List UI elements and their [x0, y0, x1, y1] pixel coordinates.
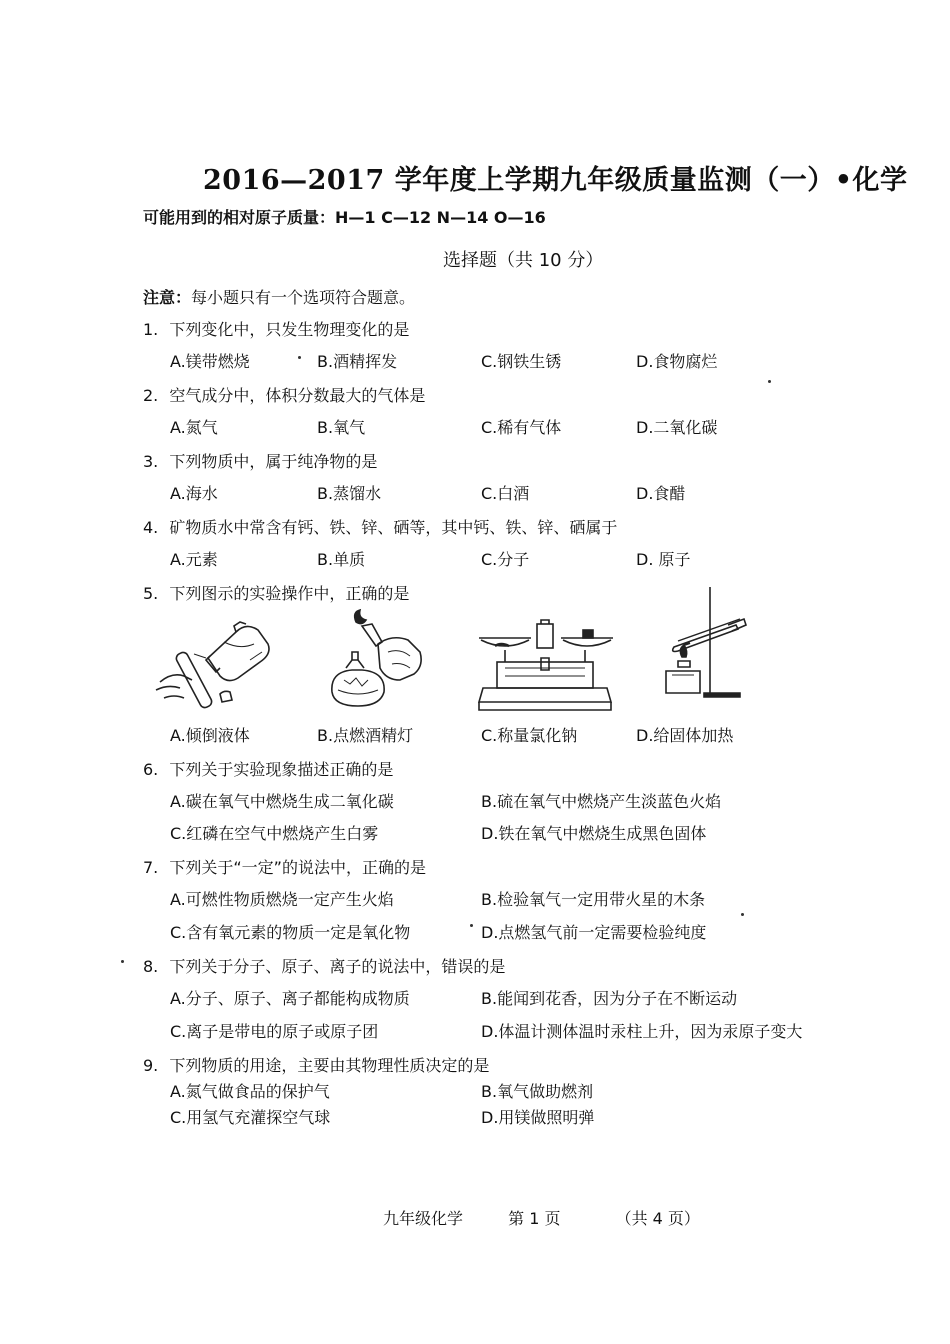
q8-option-d: D.体温计测体温时汞柱上升，因为汞原子变大: [481, 1022, 803, 1041]
question-text: 下列物质中，属于纯净物的是: [169, 452, 378, 471]
question-4: [143, 515, 617, 538]
page-title: 2016—2017 学年度上学期九年级质量监测（一）•化学: [203, 165, 908, 196]
balance-weighing-illustration: [475, 618, 615, 718]
q9-option-b: B.氧气做助燃剂: [481, 1082, 594, 1101]
q8-option-c: C.离子是带电的原子或原子团: [170, 1022, 379, 1041]
q6-option-b: B.硫在氧气中燃烧产生淡蓝色火焰: [481, 792, 722, 811]
question-text: 下列物质的用途，主要由其物理性质决定的是: [169, 1056, 490, 1075]
q6-option-d: D.铁在氧气中燃烧生成黑色固体: [481, 824, 707, 843]
question-number: 7.: [143, 858, 159, 877]
question-1: [143, 317, 409, 340]
question-text: 下列关于分子、原子、离子的说法中，错误的是: [169, 957, 506, 976]
q2-option-a: A.氮气: [170, 418, 218, 437]
question-text: 下列变化中，只发生物理变化的是: [169, 320, 410, 339]
scan-speck: [470, 924, 473, 927]
footer-subject: 九年级化学: [383, 1209, 464, 1228]
heating-solid-illustration: [648, 585, 748, 705]
question-number: 5.: [143, 584, 159, 603]
note-label: 注意：: [143, 288, 192, 307]
q2-option-c: C.稀有气体: [481, 418, 562, 437]
pouring-liquid-illustration: [150, 610, 280, 715]
scan-speck: [741, 913, 744, 916]
question-7: [143, 855, 426, 878]
question-number: 2.: [143, 386, 159, 405]
q7-option-c: C.含有氧元素的物质一定是氧化物: [170, 923, 411, 942]
q1-option-a: A.镁带燃烧: [170, 352, 250, 371]
note: [143, 285, 415, 308]
q9-option-d: D.用镁做照明弹: [481, 1108, 595, 1127]
q4-option-c: C.分子: [481, 550, 530, 569]
scan-speck: [768, 380, 771, 383]
q5-option-d: D.给固体加热: [636, 726, 734, 745]
question-9: [143, 1053, 489, 1076]
q4-option-a: A.元素: [170, 550, 218, 569]
q8-option-a: A.分子、原子、离子都能构成物质: [170, 989, 410, 1008]
section-title: 选择题（共 10 分）: [443, 250, 604, 271]
q3-option-a: A.海水: [170, 484, 218, 503]
question-number: 8.: [143, 957, 159, 976]
q4-option-b: B.单质: [317, 550, 366, 569]
question-number: 1.: [143, 320, 159, 339]
q1-option-c: C.钢铁生锈: [481, 352, 562, 371]
question-text: 空气成分中，体积分数最大的气体是: [169, 386, 426, 405]
question-text: 下列关于实验现象描述正确的是: [169, 760, 394, 779]
question-6: [143, 757, 393, 780]
question-8: [143, 954, 505, 977]
q7-option-b: B.检验氧气一定用带火星的木条: [481, 890, 706, 909]
question-text: 下列关于“一定”的说法中，正确的是: [169, 858, 426, 877]
question-text: 矿物质水中常含有钙、铁、锌、硒等，其中钙、铁、锌、硒属于: [169, 518, 618, 537]
q3-option-c: C.白酒: [481, 484, 530, 503]
q6-option-c: C.红磷在空气中燃烧产生白雾: [170, 824, 379, 843]
lighting-alcohol-lamp-illustration: [322, 608, 432, 718]
q1-option-b: B.酒精挥发: [317, 352, 398, 371]
q2-option-b: B.氧气: [317, 418, 366, 437]
footer-total: （共 4 页）: [615, 1209, 700, 1228]
question-number: 9.: [143, 1056, 159, 1075]
q9-option-a: A.氮气做食品的保护气: [170, 1082, 330, 1101]
q2-option-d: D.二氧化碳: [636, 418, 718, 437]
question-number: 6.: [143, 760, 159, 779]
question-number: 4.: [143, 518, 159, 537]
note-text: 每小题只有一个选项符合题意。: [191, 288, 416, 307]
question-5: [143, 581, 409, 604]
question-number: 3.: [143, 452, 159, 471]
question-2: [143, 383, 425, 406]
q6-option-a: A.碳在氧气中燃烧生成二氧化碳: [170, 792, 394, 811]
q8-option-b: B.能闻到花香，因为分子在不断运动: [481, 989, 738, 1008]
q3-option-b: B.蒸馏水: [317, 484, 382, 503]
q7-option-a: A.可燃性物质燃烧一定产生火焰: [170, 890, 394, 909]
footer-page: 第 1 页: [508, 1209, 561, 1228]
question-text: 下列图示的实验操作中，正确的是: [169, 584, 410, 603]
q5-option-b: B.点燃酒精灯: [317, 726, 414, 745]
scan-speck: [298, 356, 301, 359]
q7-option-d: D.点燃氢气前一定需要检验纯度: [481, 923, 707, 942]
q4-option-d: D. 原子: [636, 550, 691, 569]
question-3: [143, 449, 377, 472]
q1-option-d: D.食物腐烂: [636, 352, 718, 371]
q5-option-a: A.倾倒液体: [170, 726, 250, 745]
q5-option-c: C.称量氯化钠: [481, 726, 578, 745]
page-footer: [383, 1206, 700, 1229]
scan-speck: [121, 960, 124, 963]
q3-option-d: D.食醋: [636, 484, 686, 503]
q9-option-c: C.用氢气充灌探空气球: [170, 1108, 331, 1127]
atomic-masses: 可能用到的相对原子质量：H—1 C—12 N—14 O—16: [143, 208, 546, 227]
